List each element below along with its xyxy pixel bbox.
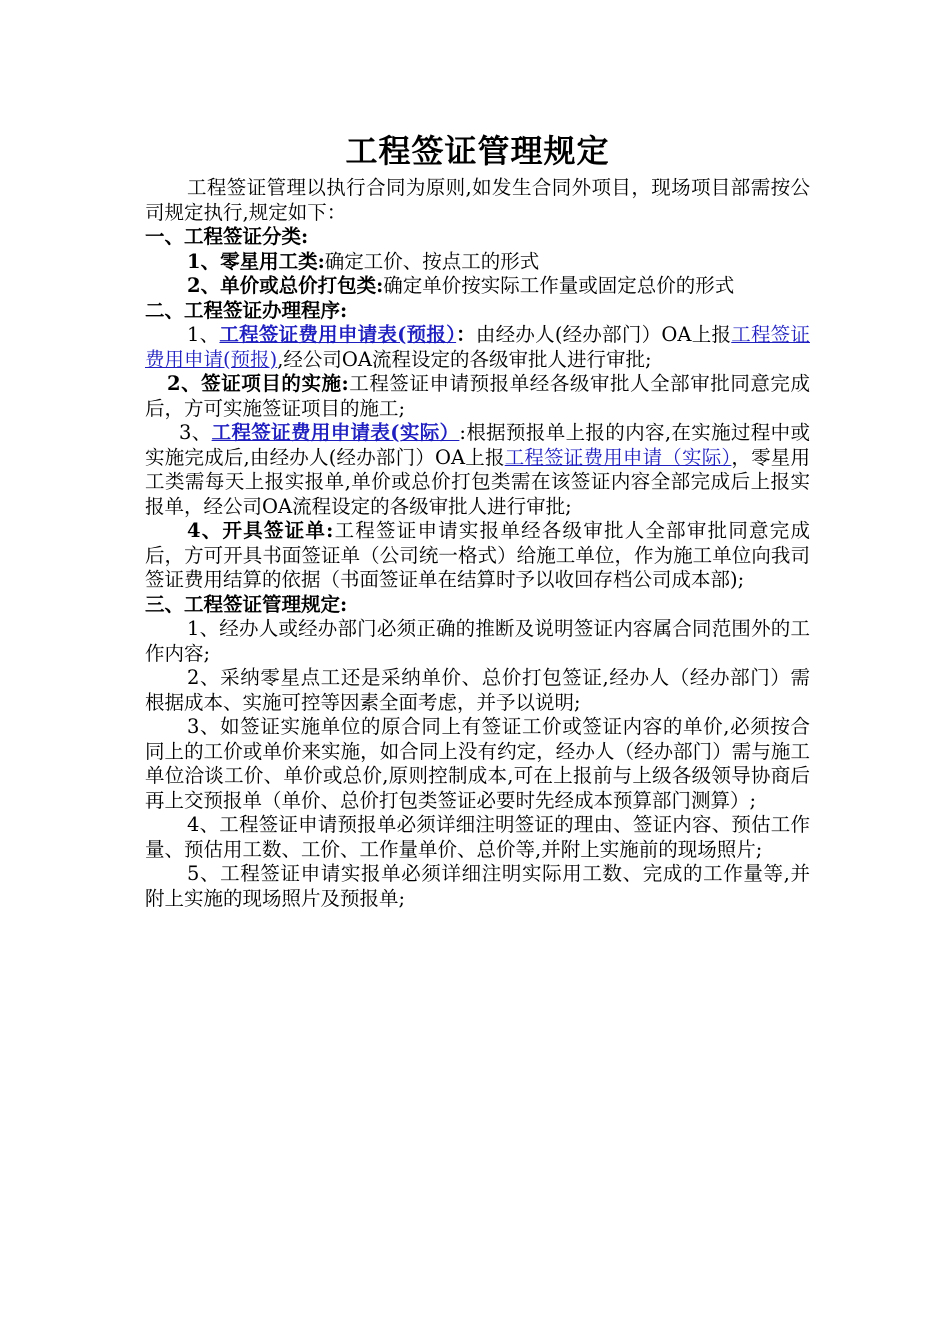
procedure-item-1 <box>145 323 810 372</box>
item-text: 工程签证申请预报单经各级审批人全部审批同意完成后，方可实施签证项目的施工; <box>145 372 810 420</box>
classification-item-1 <box>145 250 810 275</box>
item-text: ,经公司OA流程设定的各级审批人进行审批; <box>277 347 652 371</box>
link-presubmit-form[interactable]: 工程签证费用申请表(预报） <box>219 323 457 346</box>
procedure-item-2 <box>145 372 810 421</box>
section-heading-classification: 一、工程签证分类: <box>145 225 309 248</box>
classification-item-2 <box>145 274 810 299</box>
item-label: 4、开具签证单: <box>187 519 334 542</box>
section-heading-procedure: 二、工程签证办理程序: <box>145 298 348 322</box>
item-label: 2、单价或总价打包类: <box>187 274 384 297</box>
item-label: 2、签证项目的实施: <box>167 372 349 395</box>
item-text: 确定单价按实际工作量或固定总价的形式 <box>383 274 735 297</box>
link-actual-application[interactable]: 工程签证费用申请（实际） <box>504 445 732 469</box>
item-text: 由经办人(经办部门）OA上报 <box>475 323 732 346</box>
item-colon: ： <box>456 323 476 346</box>
item-number: 1、 <box>187 323 220 346</box>
item-text: ，零星用工类需每天上报实报单,单价或总价打包类需在该签证内容全部完成后上报实报单，经公司OA流程设定的各级审批人进行审批; <box>145 445 810 518</box>
procedure-item-4 <box>145 519 810 593</box>
management-item: 2、采纳零星点工还是采纳单价、总价打包签证,经办人（经办部门）需根据成本、实施可控等因素全面考虑，并予以说明; <box>145 666 810 714</box>
item-number: 3、 <box>179 421 212 444</box>
item-text: 工程签证申请实报单经各级审批人全部审批同意完成后，方可开具书面签证单（公司统一格式）给施工单位，作为施工单位向我司签证费用结算的依据（书面签证单在结算时予以收回存档公司成本部); <box>145 519 810 591</box>
item-text: :根据预报单上报的内容,在实施过程中或实施完成后,由经办人(经办部门）OA上报 <box>145 421 810 469</box>
management-item: 5、工程签证申请实报单必须详细注明实际用工数、完成的工作量等,并附上实施的现场照片及预报单; <box>145 862 810 910</box>
link-presubmit-application[interactable]: 工程签证费用申请(预报) <box>145 323 810 371</box>
management-item: 3、如签证实施单位的原合同上有签证工价或签证内容的单价,必须按合同上的工价或单价来实施，如合同上没有约定，经办人（经办部门）需与施工单位洽谈工价、单价或总价,原则控制成本,可在上报前与上级各级领导协商后再上交预报单（单价、总价打包类签证必要时先经成本预算部门测算）; <box>145 715 810 812</box>
management-item: 4、工程签证申请预报单必须详细注明签证的理由、签证内容、预估工作量、预估用工数、工价、工作量单价、总价等,并附上实施前的现场照片; <box>145 813 810 861</box>
intro-paragraph: 工程签证管理以执行合同为原则,如发生合同外项目，现场项目部需按公司规定执行,规定如下： <box>145 176 810 224</box>
item-text: 确定工价、按点工的形式 <box>324 249 540 273</box>
link-actual-form[interactable]: 工程签证费用申请表(实际） <box>211 421 460 444</box>
item-label: 1、零星用工类: <box>187 249 325 273</box>
management-item: 1、经办人或经办部门必须正确的推断及说明签证内容属合同范围外的工作内容; <box>145 617 810 665</box>
document-title: 工程签证管理规定 <box>345 132 610 170</box>
section-heading-management: 三、工程签证管理规定: <box>145 592 348 616</box>
document-page <box>145 128 810 911</box>
procedure-item-3 <box>145 421 810 519</box>
